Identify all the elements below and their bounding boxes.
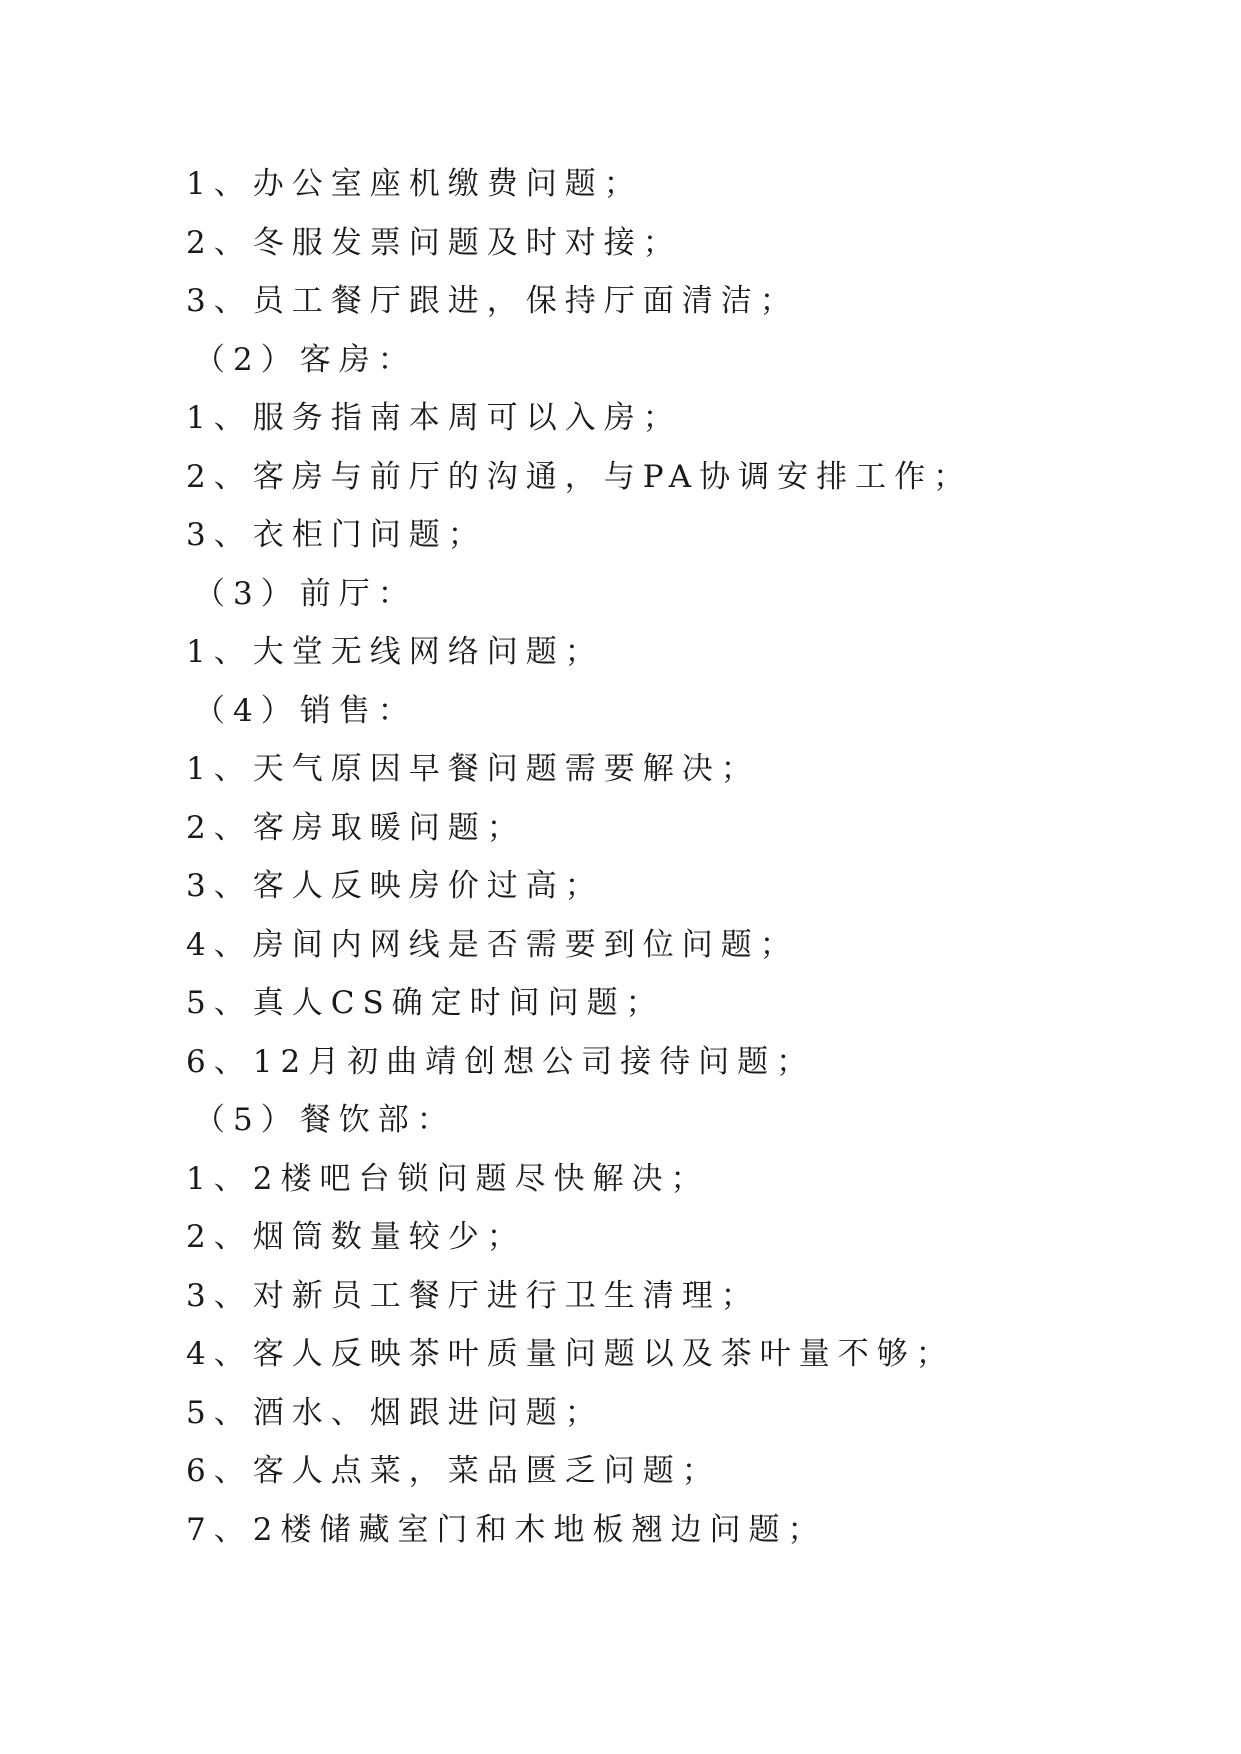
list-item: 3、对新员工餐厅进行卫生清理； — [186, 1277, 760, 1314]
list-item: 4、房间内网线是否需要到位问题； — [186, 926, 799, 963]
list-item: 3、客人反映房价过高； — [186, 868, 604, 904]
list-item: 1、2楼吧台锁问题尽快解决； — [186, 1160, 710, 1197]
list-item: 5、酒水、烟跟进问题； — [186, 1394, 604, 1431]
list-item: 3、员工餐厅跟进，保持厅面清洁； — [186, 283, 799, 319]
list-item: 3、衣柜门问题； — [186, 517, 487, 553]
document-body — [186, 155, 1166, 1559]
list-item: 1、办公室座机缴费问题； — [186, 166, 643, 202]
list-item: 4、客人反映茶叶质量问题以及茶叶量不够； — [186, 1336, 955, 1372]
list-item: 2、客房与前厅的沟通，与PA协调安排工作； — [186, 458, 973, 495]
list-item: 1、服务指南本周可以入房； — [186, 400, 682, 436]
section-heading: （3）前厅： — [194, 575, 417, 612]
list-item: 1、大堂无线网络问题； — [186, 634, 604, 670]
list-item: 2、烟筒数量较少； — [186, 1219, 526, 1255]
section-heading: （2）客房： — [194, 341, 417, 378]
list-item: 7、2楼储藏室门和木地板翘边问题； — [186, 1511, 827, 1548]
section-heading: （4）销售： — [194, 692, 417, 729]
list-item: 6、12月初曲靖创想公司接待问题； — [186, 1043, 816, 1080]
list-item: 2、冬服发票问题及时对接； — [186, 224, 682, 261]
list-item: 2、客房取暖问题； — [186, 809, 526, 846]
section-heading: （5）餐饮部： — [194, 1102, 456, 1138]
list-item: 1、天气原因早餐问题需要解决； — [186, 751, 760, 787]
list-item: 6、客人点菜，菜品匮乏问题； — [186, 1453, 721, 1489]
list-item: 5、真人CS确定时间问题； — [186, 985, 665, 1021]
